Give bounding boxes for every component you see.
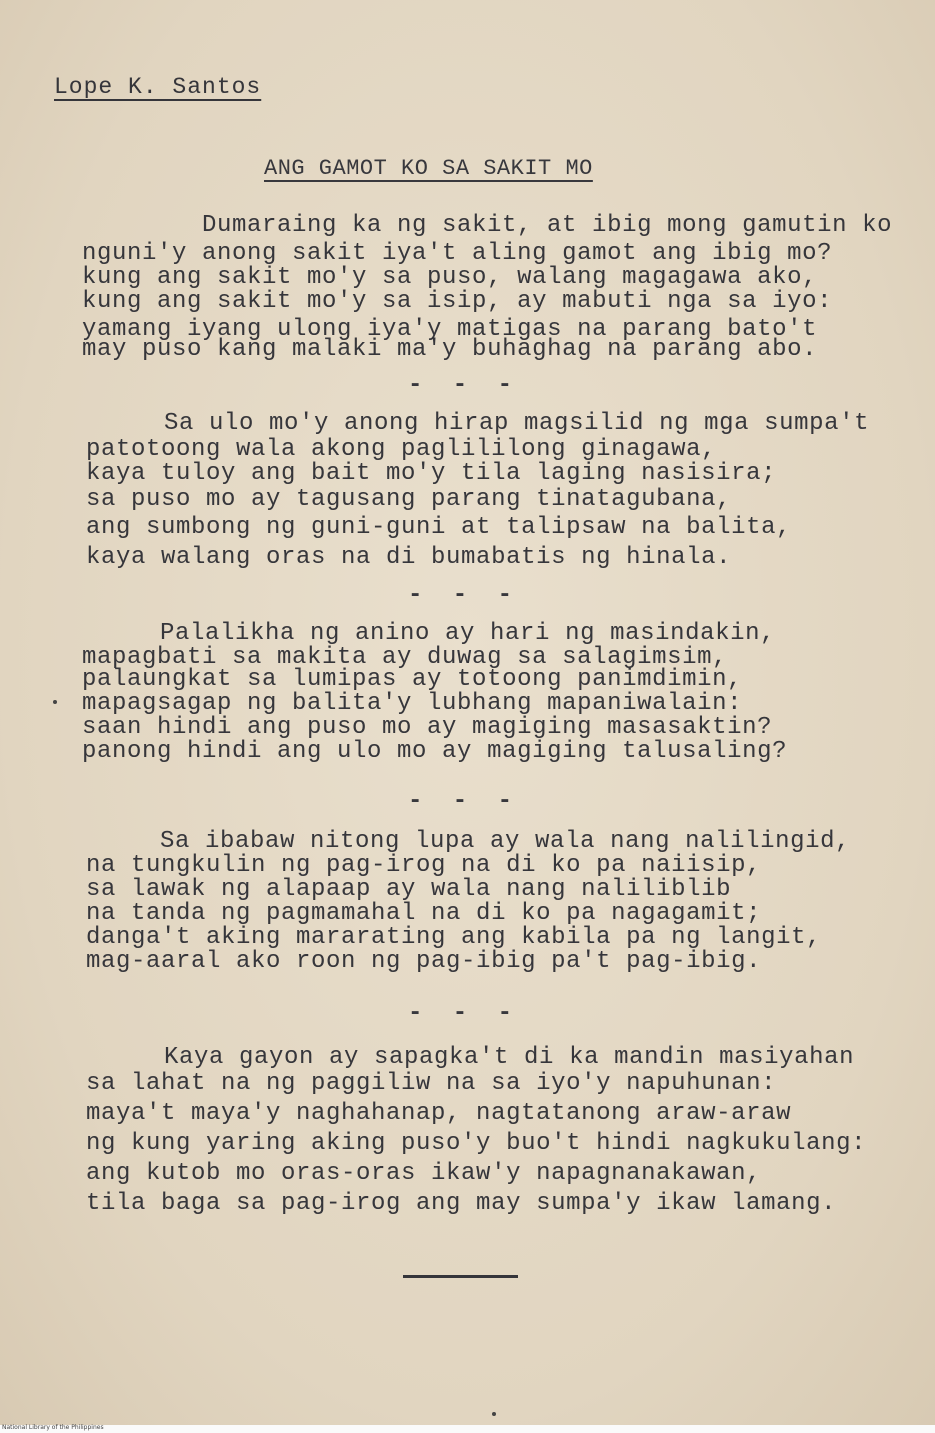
stanza-line: kaya walang oras na di bumabatis ng hinala.	[86, 544, 732, 571]
stanza-line: mapagbati sa makita ay duwag sa salagimsim,	[82, 644, 728, 671]
stanza-line: mag-aaral ako roon ng pag-ibig pa't pag-ibig.	[86, 948, 762, 975]
stanza-line: Palalikha ng anino ay hari ng masindakin,	[160, 620, 776, 647]
author-name: Lope K. Santos	[54, 74, 262, 100]
stanza-line: kung ang sakit mo'y sa puso, walang magagawa ako,	[82, 264, 818, 291]
stanza-line: kaya tuloy ang bait mo'y tila laging nasisira;	[86, 460, 777, 487]
stanza-line: tila baga sa pag-irog ang may sumpa'y ikaw lamang.	[86, 1190, 837, 1217]
stanza-line: Sa ulo mo'y anong hirap magsilid ng mga sumpa't	[164, 410, 870, 437]
closing-rule	[403, 1275, 518, 1278]
footer-credit: National Library of the Philippines	[2, 1424, 104, 1431]
stanza-line: ang kutob mo oras-oras ikaw'y napagnanakawan,	[86, 1160, 762, 1187]
stanza-line: Dumaraing ka ng sakit, at ibig mong gamutin ko	[202, 212, 893, 239]
stanza-line: panong hindi ang ulo mo ay magiging talusaling?	[82, 738, 788, 765]
stanza-line: Kaya gayon ay sapagka't di ka mandin masiyahan	[164, 1044, 855, 1071]
stanza-line: mapagsagap ng balita'y lubhang mapaniwalain:	[82, 690, 743, 717]
stanza-line: maya't maya'y naghahanap, nagtatanong araw-araw	[86, 1100, 792, 1127]
stanza-line: yamang iyang ulong iya'y matigas na parang bato't	[82, 316, 818, 343]
ink-speck	[53, 700, 57, 704]
stanza-line: Sa ibabaw nitong lupa ay wala nang nalilingid,	[160, 828, 851, 855]
stanza-separator: - - -	[408, 1000, 521, 1027]
stanza-line: sa lawak ng alapaap ay wala nang naliliblib	[86, 876, 732, 903]
stanza-line: na tanda ng pagmamahal na di ko pa nagagamit;	[86, 900, 762, 927]
stanza-line: na tungkulin ng pag-irog na di ko pa naiisip,	[86, 852, 762, 879]
poem-title: ANG GAMOT KO SA SAKIT MO	[264, 156, 593, 181]
stanza-line: saan hindi ang puso mo ay magiging masasaktin?	[82, 714, 773, 741]
stanza-line: may puso kang malaki ma'y buhaghag na parang abo.	[82, 336, 818, 363]
stanza-line: palaungkat sa lumipas ay totoong panimdimin,	[82, 666, 743, 693]
stanza-line: danga't aking mararating ang kabila pa ng langit,	[86, 924, 822, 951]
stanza-line: ng kung yaring aking puso'y buo't hindi nagkukulang:	[86, 1130, 867, 1157]
stanza-line: ang sumbong ng guni-guni at talipsaw na balita,	[86, 514, 792, 541]
stanza-line: kung ang sakit mo'y sa isip, ay mabuti nga sa iyo:	[82, 288, 833, 315]
stanza-separator: - - -	[408, 372, 521, 399]
stanza-separator: - - -	[408, 788, 521, 815]
stanza-line: patotoong wala akong paglililong ginagawa,	[86, 436, 717, 463]
stanza-line: sa puso mo ay tagusang parang tinatagubana,	[86, 486, 732, 513]
stanza-line: nguni'y anong sakit iya't aling gamot ang ibig mo?	[82, 240, 833, 267]
stanza-line: sa lahat na ng paggiliw na sa iyo'y napuhunan:	[86, 1070, 777, 1097]
footer-bar	[0, 1425, 935, 1433]
ink-speck	[492, 1412, 496, 1416]
stanza-separator: - - -	[408, 582, 521, 609]
